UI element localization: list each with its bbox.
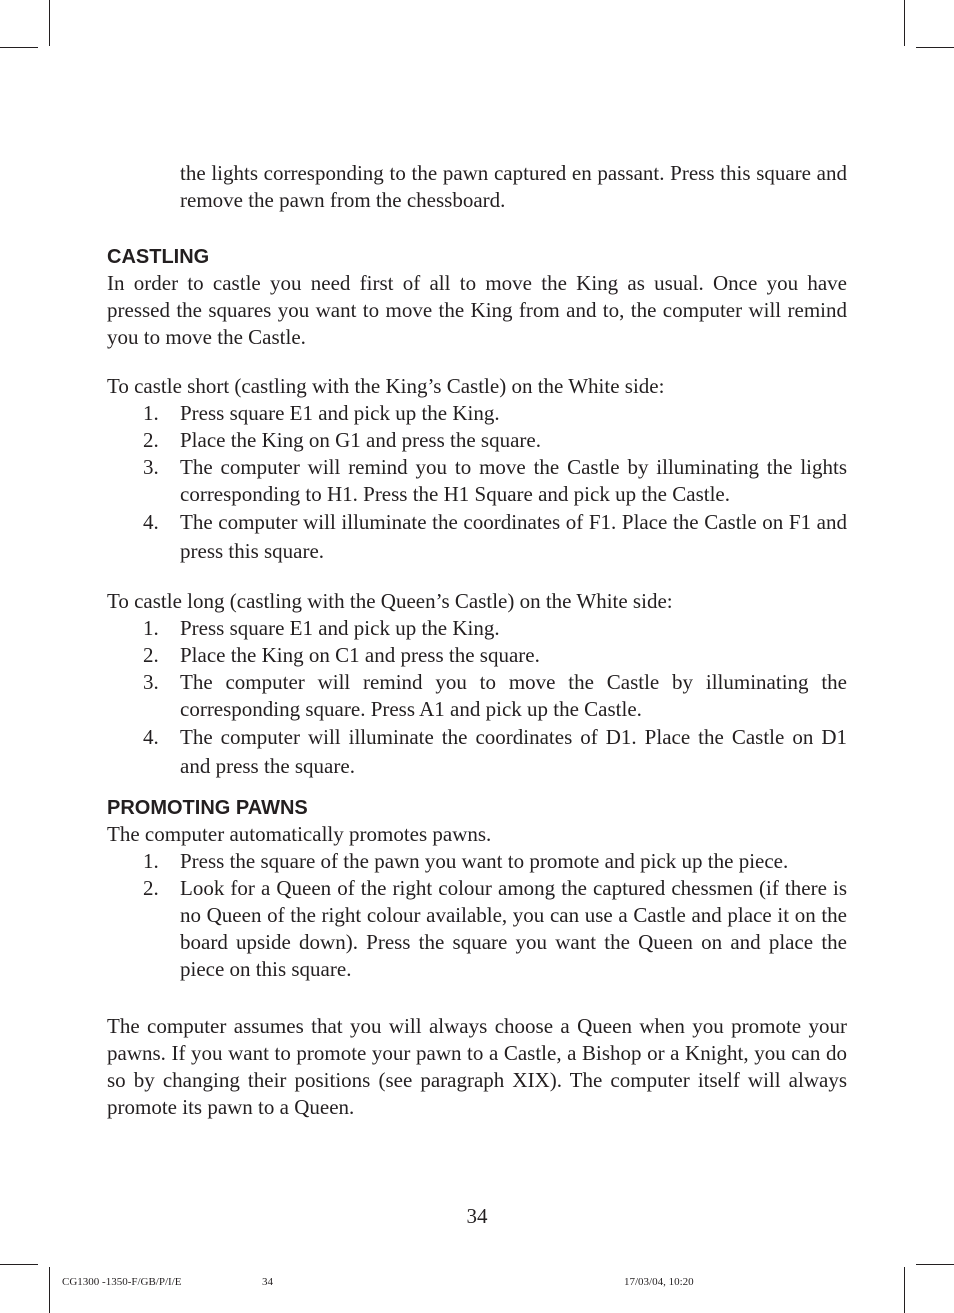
crop-mark — [49, 1267, 50, 1313]
list-item: 1. Press the square of the pawn you want to promote and pick up the piece. — [143, 849, 789, 873]
list-item: 4. The computer will illuminate the coordinates of F1. Place the Castle on F1 and press this square. — [143, 510, 847, 563]
castle-long-steps — [107, 615, 847, 781]
footer-timestamp: 17/03/04, 10:20 — [624, 1276, 694, 1288]
castling-intro: In order to castle you need first of all to move the King as usual. Once you have pressed the squares you want to move the King from and to, the computer will remind you to move the Castle. — [107, 271, 847, 349]
promoting-closing: The computer assumes that you will always choose a Queen when you promote your pawns. If you want to promote your pawn to a Castle, a Bishop or a Knight, you can do so by changing their positions (see paragraph XIX). The computer itself will always promote its pawn to a Queen. — [107, 1014, 847, 1119]
list-item: 2. Place the King on C1 and press the square. — [143, 643, 540, 667]
crop-mark — [904, 1267, 905, 1313]
list-item: 3. The computer will remind you to move the Castle by illuminating the lights corresponding to H1. Press the H1 Square and pick up the Castle. — [143, 455, 847, 506]
crop-mark — [916, 47, 954, 48]
list-item: 1. Press square E1 and pick up the King. — [143, 616, 500, 640]
footer-doc-code: CG1300 -1350-F/GB/P/I/E — [62, 1276, 182, 1288]
footer-page: 34 — [262, 1276, 273, 1288]
crop-mark — [904, 0, 905, 46]
list-item: 2. Place the King on G1 and press the square. — [143, 428, 541, 452]
crop-mark — [916, 1264, 954, 1265]
list-item: 2. Look for a Queen of the right colour among the captured chessmen (if there is no Queen of the right colour available, you can use a Castle and place it on the board upside down). Press the square you want the Queen on and place the piece on this square. — [143, 876, 847, 981]
intro-continuation: the lights corresponding to the pawn captured en passant. Press this square and remove the pawn from the chessboard. — [180, 161, 847, 212]
promoting-steps — [107, 848, 847, 983]
page-body — [107, 160, 847, 1121]
list-item: 4. The computer will illuminate the coordinates of D1. Place the Castle on D1 and press the square. — [143, 725, 847, 778]
castle-short-lead: To castle short (castling with the King’s Castle) on the White side: — [107, 374, 665, 398]
page-number: 34 — [466, 1204, 488, 1228]
promoting-heading: PROMOTING PAWNS — [107, 797, 308, 819]
list-item: 3. The computer will remind you to move the Castle by illuminating the corresponding square. Press A1 and pick up the Castle. — [143, 670, 847, 721]
castling-heading: CASTLING — [107, 246, 210, 268]
castle-short-steps — [107, 400, 847, 566]
promoting-intro: The computer automatically promotes pawns. — [107, 822, 492, 846]
castle-long-lead: To castle long (castling with the Queen’s Castle) on the White side: — [107, 589, 673, 613]
crop-mark — [0, 47, 38, 48]
list-item: 1. Press square E1 and pick up the King. — [143, 401, 500, 425]
crop-mark — [0, 1264, 38, 1265]
crop-mark — [49, 0, 50, 46]
